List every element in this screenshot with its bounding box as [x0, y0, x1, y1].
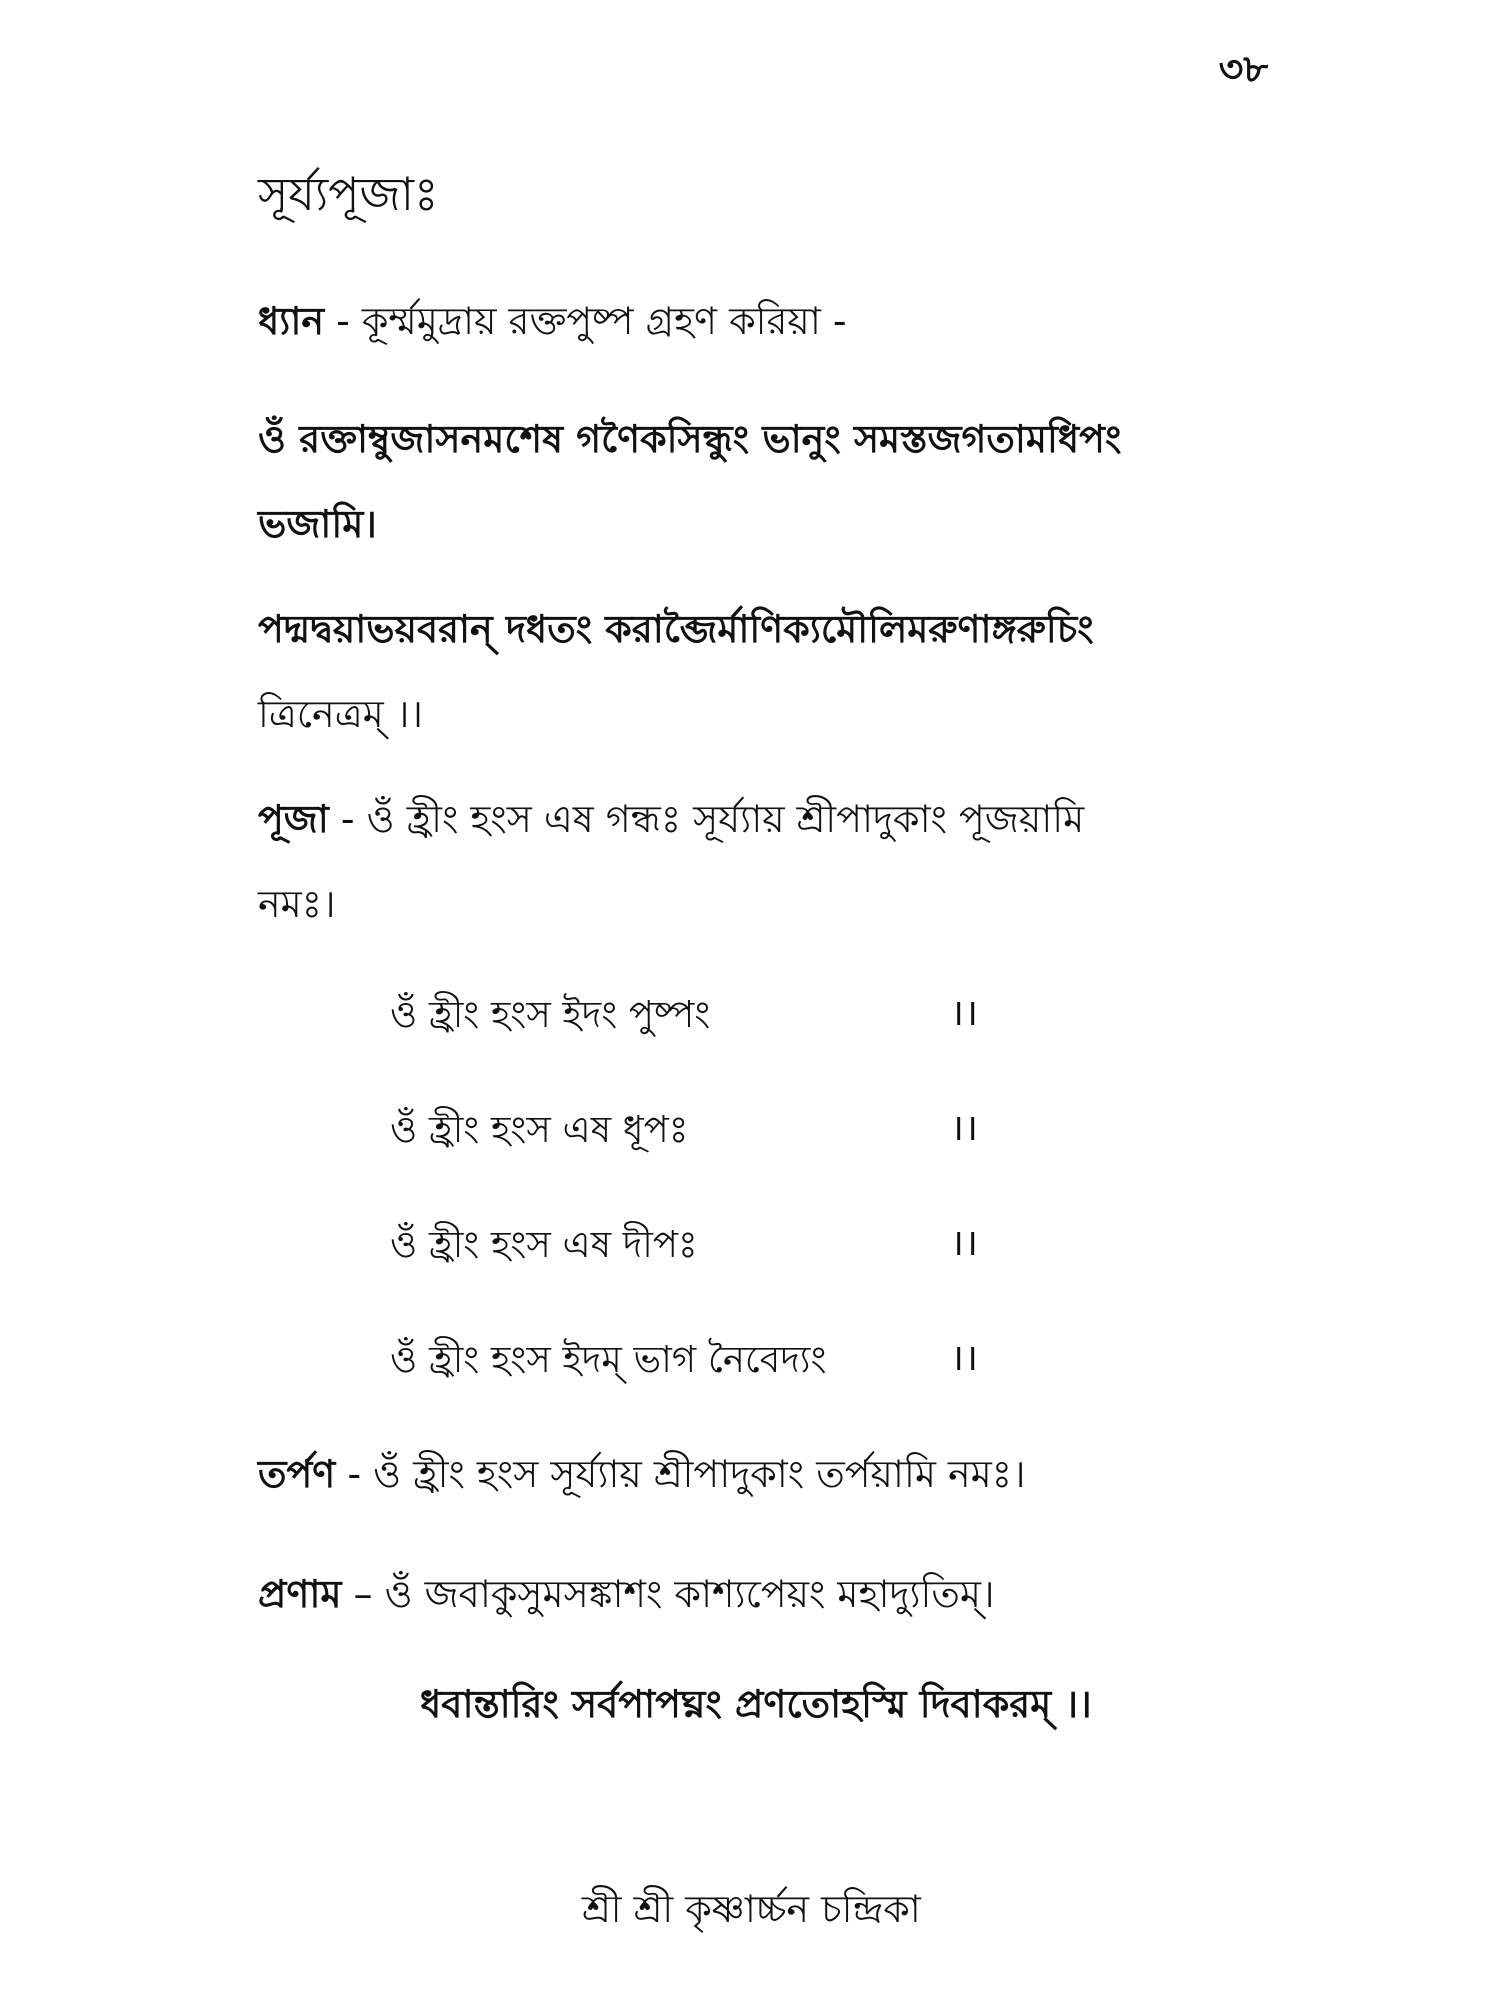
closing-verse: ধবান্তারিং সর্বপাপঘ্নং প্রণতোহস্মি দিবাকরম্ ।।	[420, 1682, 1092, 1726]
puja-text: - ওঁ হ্রীং হংস এষ গন্ধঃ সূর্য্যায় শ্রীপাদুকাং পূজয়ামি	[328, 797, 1085, 841]
pranam-text: – ওঁ জবাকুসুমসঙ্কাশং কাশ্যপেয়ং মহাদ্যুতিম্।	[341, 1572, 995, 1616]
puja-label: পূজা	[258, 797, 329, 841]
page-number: ৩৮	[1218, 47, 1268, 91]
pranam-line	[258, 1565, 995, 1629]
pranam-label: প্রণাম	[258, 1572, 342, 1616]
offering-row	[390, 1330, 990, 1393]
offering-row	[390, 1100, 990, 1163]
offering-text: ওঁ হ্রীং হংস ইদং পুষ্পং	[390, 993, 711, 1036]
offering-text: ওঁ হ্রীং হংস এষ ধূপঃ	[390, 1108, 689, 1151]
verse1-line2: ভজামি।	[258, 502, 377, 546]
section-title: সূর্য্যপূজাঃ	[258, 167, 439, 221]
puja-line	[258, 790, 1084, 854]
puja-line2: নমঃ।	[258, 882, 336, 926]
offering-mark: ।।	[950, 1221, 979, 1264]
verse2-line1: পদ্মদ্বয়াভয়বরান্ দধতং করাব্জৈর্মাণিক্যমৌলিমরুণাঙ্গরুচিং	[258, 607, 1094, 651]
dhyan-text: - কূর্ম্মমুদ্রায় রক্তপুষ্প গ্রহণ করিয়া -	[324, 299, 847, 343]
offering-text: ওঁ হ্রীং হংস এষ দীপঃ	[390, 1223, 698, 1266]
offering-mark: ।।	[950, 1336, 979, 1379]
offering-row	[390, 1215, 990, 1278]
tarpan-text: - ওঁ হ্রীং হংস সূর্য্যায় শ্রীপাদুকাং তর্পয়ামি নমঃ।	[335, 1452, 1026, 1496]
tarpan-label: তর্পণ	[258, 1452, 336, 1496]
tarpan-line	[258, 1445, 1026, 1509]
dhyan-line	[258, 292, 847, 356]
offering-mark: ।।	[950, 991, 979, 1034]
offering-text: ওঁ হ্রীং হংস ইদম্ ভাগ নৈবেদ্যং	[390, 1338, 827, 1381]
dhyan-label: ধ্যান	[258, 299, 325, 343]
footer-book-title: শ্রী শ্রী কৃষ্ণার্চ্চন চন্দ্রিকা	[582, 1887, 921, 1931]
verse1-line1: ওঁ রক্তাম্বুজাসনমশেষ গণৈকসিন্ধুং ভানুং সমস্তজগতামধিপং	[258, 417, 1122, 461]
offering-mark: ।।	[950, 1106, 979, 1149]
verse2-line2: ত্রিনেত্রম্ ।।	[258, 692, 424, 736]
offering-row	[390, 985, 990, 1048]
